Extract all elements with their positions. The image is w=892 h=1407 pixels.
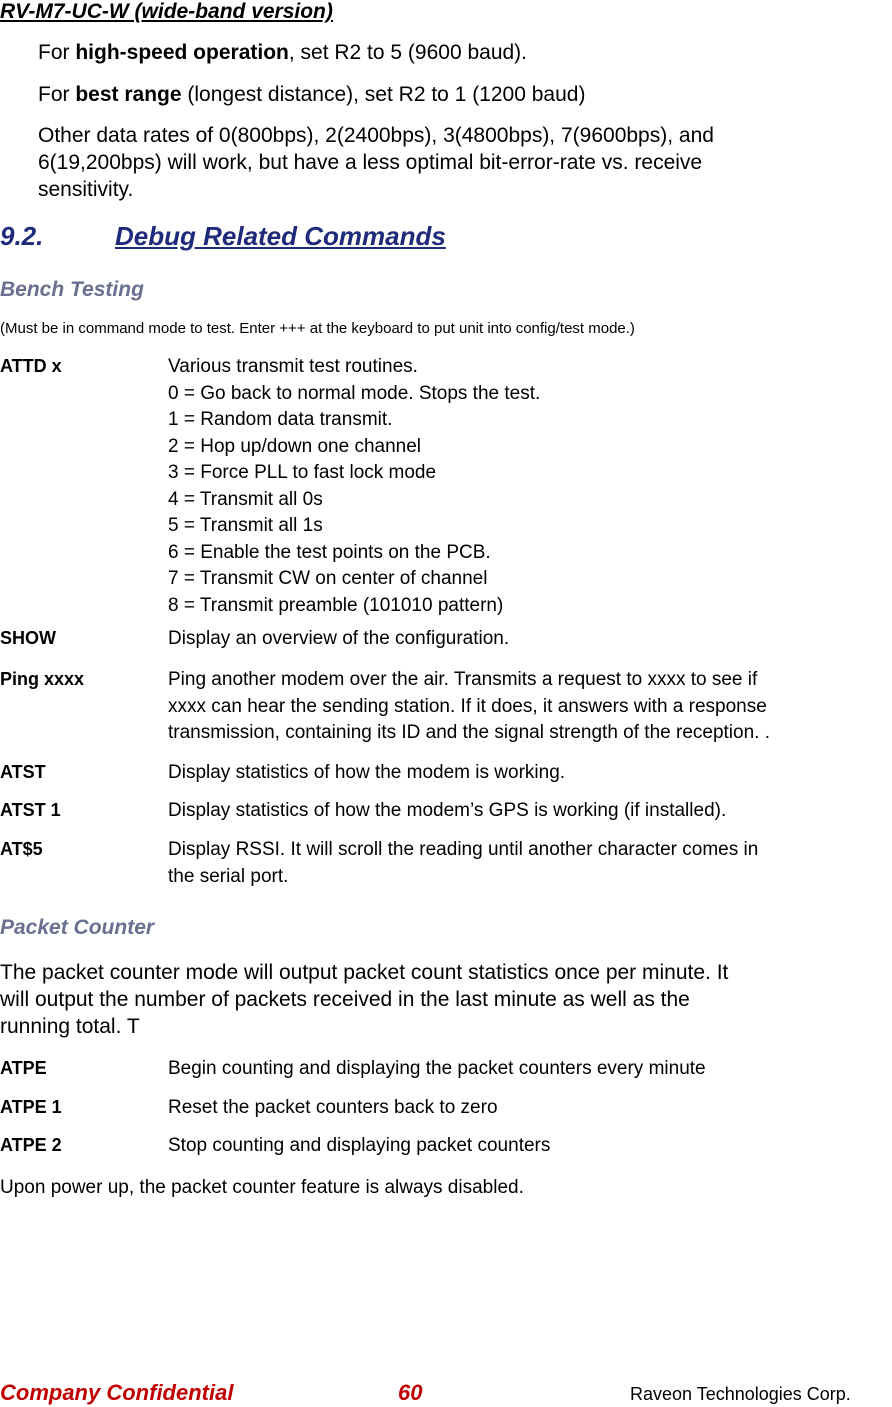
- footer-confidential: Company Confidential: [0, 1380, 234, 1405]
- cmd-show-desc: Display an overview of the configuration.: [168, 628, 510, 649]
- cmd-show: SHOW: [0, 628, 56, 648]
- footer-company: Raveon Technologies Corp.: [630, 1384, 851, 1404]
- packet-counter-heading: Packet Counter: [0, 916, 155, 939]
- cmd-atst-desc: Display statistics of how the modem is working.: [168, 762, 566, 783]
- command-mode-note: (Must be in command mode to test. Enter +++ at the keyboard to put unit into config/test mode.): [0, 320, 635, 337]
- cmd-atpe-2-desc: Stop counting and displaying packet counters: [168, 1135, 551, 1156]
- cmd-attd-desc: Various transmit test routines. 0 = Go back to normal mode. Stops the test. 1 = Random data transmit. 2 = Hop up/down one channel 3 = Force PLL to fast lock mode 4 = Transmit all 0s 5 = Transmit all 1s 6 = Enable the test points on the PCB. 7 = Transmit CW on center of channel 8 = Transmit preamble (101010 pattern): [168, 356, 541, 616]
- cmd-at5-desc: Display RSSI. It will scroll the reading until another character comes in the serial port.: [168, 839, 759, 887]
- cmd-atpe: ATPE: [0, 1058, 47, 1078]
- data-rates-paragraph: Other data rates of 0(800bps), 2(2400bps), 3(4800bps), 7(9600bps), and 6(19,200bps) will work, but have a less optimal bit-error-rate vs. receive sensitivity.: [38, 124, 714, 201]
- cmd-ping-desc: Ping another modem over the air. Transmits a request to xxxx to see if xxxx can hear the sending station. If it does, it answers with a response transmission, containing its ID and the signal strength of the reception. .: [168, 669, 770, 743]
- cmd-atst-1-desc: Display statistics of how the modem’s GPS is working (if installed).: [168, 800, 727, 821]
- cmd-atst: ATST: [0, 762, 46, 782]
- cmd-atst-1: ATST 1: [0, 800, 61, 820]
- page-number: 60: [398, 1380, 423, 1405]
- bench-testing-heading: Bench Testing: [0, 278, 144, 301]
- model-heading: RV-M7-UC-W (wide-band version): [0, 0, 333, 23]
- high-speed-paragraph: For high-speed operation, set R2 to 5 (9600 baud).: [38, 41, 528, 64]
- cmd-atpe-desc: Begin counting and displaying the packet counters every minute: [168, 1058, 706, 1079]
- packet-counter-closing: Upon power up, the packet counter feature is always disabled.: [0, 1177, 524, 1198]
- section-title: 9.2. Debug Related Commands: [0, 221, 446, 251]
- cmd-atpe-2: ATPE 2: [0, 1135, 62, 1155]
- packet-counter-intro: The packet counter mode will output packet count statistics once per minute. It will output the number of packets received in the last minute as well as the running total. T: [0, 961, 729, 1038]
- cmd-attd: ATTD x: [0, 356, 62, 376]
- cmd-atpe-1: ATPE 1: [0, 1097, 62, 1117]
- cmd-at5: AT$5: [0, 839, 43, 859]
- cmd-ping: Ping xxxx: [0, 669, 85, 689]
- best-range-paragraph: For best range (longest distance), set R2 to 1 (1200 baud): [38, 83, 586, 106]
- cmd-atpe-1-desc: Reset the packet counters back to zero: [168, 1097, 498, 1118]
